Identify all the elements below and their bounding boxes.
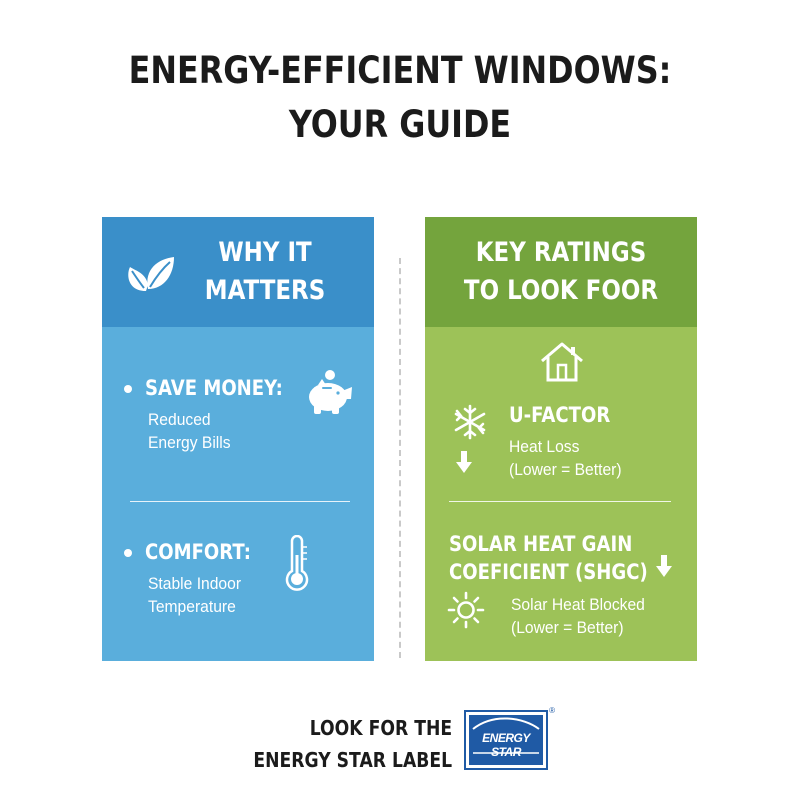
desc-line-1: Stable Indoor bbox=[148, 574, 242, 593]
center-divider bbox=[399, 258, 401, 658]
right-divider bbox=[449, 501, 671, 502]
sun-icon bbox=[447, 591, 485, 629]
desc-line-2: (Lower = Better) bbox=[509, 460, 622, 479]
shgc-title bbox=[449, 530, 648, 586]
why-it-matters-heading bbox=[201, 234, 329, 310]
desc-line-2: (Lower = Better) bbox=[511, 618, 624, 637]
energy-star-logo-text: ENERGY STAR bbox=[482, 731, 530, 759]
down-arrow-icon bbox=[455, 450, 473, 474]
thermometer-icon bbox=[284, 535, 310, 593]
desc-line-2: Energy Bills bbox=[148, 433, 231, 452]
piggy-bank-icon bbox=[304, 367, 354, 415]
heading-line-1: WHY IT bbox=[218, 237, 312, 268]
footer-line-1: LOOK FOR THE bbox=[309, 716, 452, 740]
title-line-2: YOUR GUIDE bbox=[288, 103, 512, 146]
down-arrow-icon bbox=[655, 554, 673, 578]
heading-line-2: MATTERS bbox=[204, 275, 326, 306]
footer-callout bbox=[253, 712, 452, 776]
desc-line-1: Solar Heat Blocked bbox=[511, 595, 645, 614]
registered-mark: ® bbox=[549, 706, 555, 715]
u-factor-title: U-FACTOR bbox=[509, 403, 611, 427]
why-it-matters-panel bbox=[102, 217, 374, 661]
bullet-icon bbox=[124, 385, 132, 393]
key-ratings-header bbox=[425, 217, 697, 327]
leaf-icon bbox=[124, 255, 176, 293]
desc-line-2: Temperature bbox=[148, 597, 236, 616]
page-title bbox=[56, 44, 744, 152]
desc-line-1: Heat Loss bbox=[509, 437, 580, 456]
heading-line-1: KEY RATINGS bbox=[475, 237, 647, 268]
bullet-icon bbox=[124, 549, 132, 557]
title-line-2: COEFICIENT (SHGC) bbox=[449, 560, 648, 584]
energy-star-logo bbox=[464, 706, 555, 770]
save-money-desc bbox=[148, 408, 231, 454]
why-it-matters-header bbox=[102, 217, 374, 327]
snowflake-icon bbox=[452, 404, 488, 440]
key-ratings-panel bbox=[425, 217, 697, 661]
left-divider bbox=[130, 501, 350, 502]
save-money-title: SAVE MONEY: bbox=[145, 376, 283, 400]
desc-line-1: Reduced bbox=[148, 410, 211, 429]
title-line-1: ENERGY-EFFICIENT WINDOWS: bbox=[128, 49, 672, 92]
u-factor-desc bbox=[509, 435, 622, 481]
comfort-desc bbox=[148, 572, 241, 618]
comfort-title: COMFORT: bbox=[145, 540, 251, 564]
heading-line-2: TO LOOK FOOR bbox=[463, 275, 659, 306]
shgc-desc bbox=[511, 593, 645, 639]
energy-star-logo-box bbox=[469, 715, 543, 765]
key-ratings-heading bbox=[462, 234, 659, 310]
title-line-1: SOLAR HEAT GAIN bbox=[449, 532, 633, 556]
footer-line-2: ENERGY STAR LABEL bbox=[253, 748, 452, 772]
house-icon bbox=[539, 341, 585, 383]
